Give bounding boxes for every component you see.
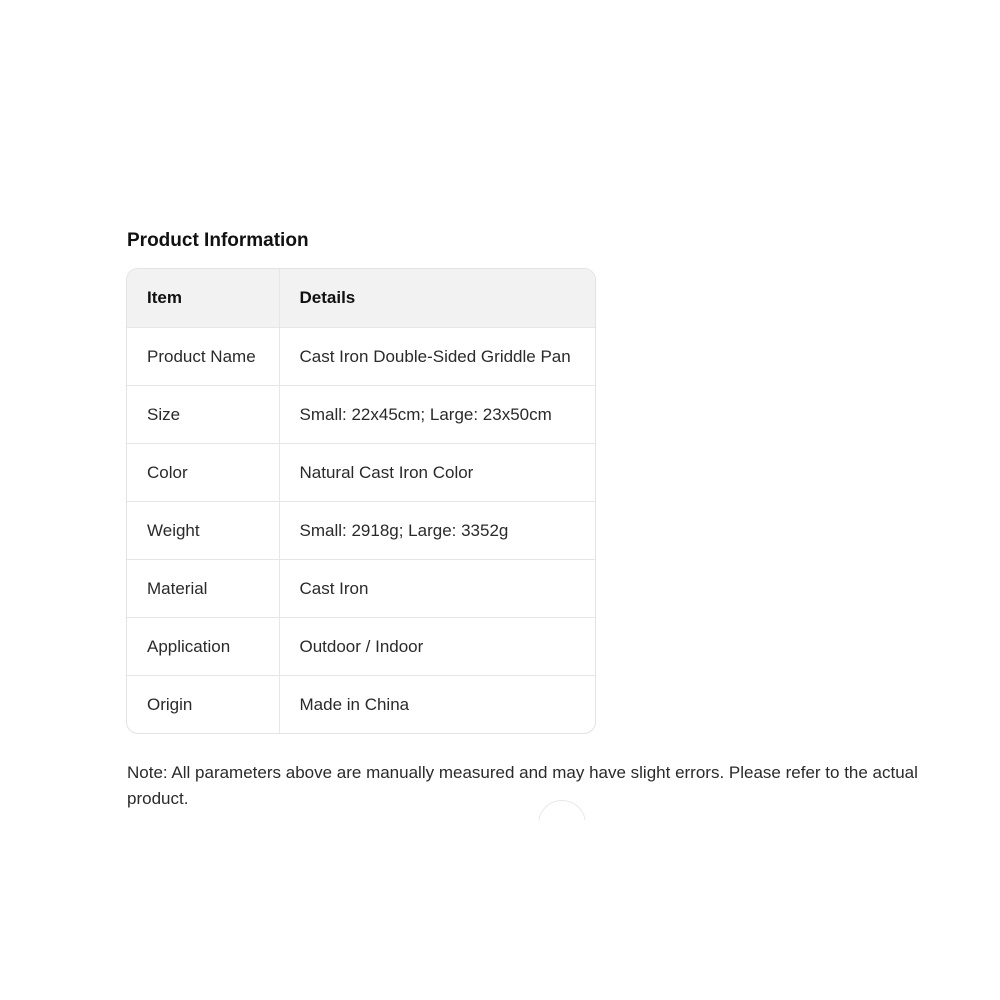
row-value: Cast Iron Double-Sided Griddle Pan — [279, 328, 595, 386]
row-label: Size — [127, 386, 279, 444]
table-row — [127, 560, 595, 618]
row-label: Application — [127, 618, 279, 676]
disclaimer-note: Note: All parameters above are manually measured and may have slight errors. Please refer to the actual product. — [127, 763, 918, 808]
column-header-item: Item — [127, 269, 279, 328]
row-value: Small: 2918g; Large: 3352g — [279, 502, 595, 560]
table-row — [127, 328, 595, 386]
column-header-details: Details — [279, 269, 595, 328]
row-label: Weight — [127, 502, 279, 560]
row-value: Small: 22x45cm; Large: 23x50cm — [279, 386, 595, 444]
table-row — [127, 444, 595, 502]
scroll-button[interactable] — [538, 800, 586, 820]
row-value: Outdoor / Indoor — [279, 618, 595, 676]
table-row — [127, 386, 595, 444]
table-row — [127, 676, 595, 734]
section-title: Product Information — [127, 230, 309, 251]
row-value: Cast Iron — [279, 560, 595, 618]
row-label: Origin — [127, 676, 279, 734]
table-header-row — [127, 269, 595, 328]
row-label: Color — [127, 444, 279, 502]
row-value: Made in China — [299, 694, 410, 714]
table-row — [127, 618, 595, 676]
row-value: Natural Cast Iron Color — [279, 444, 595, 502]
row-label: Product Name — [127, 328, 279, 386]
table-row — [127, 502, 595, 560]
row-label: Material — [127, 560, 279, 618]
product-info-table — [126, 268, 596, 734]
